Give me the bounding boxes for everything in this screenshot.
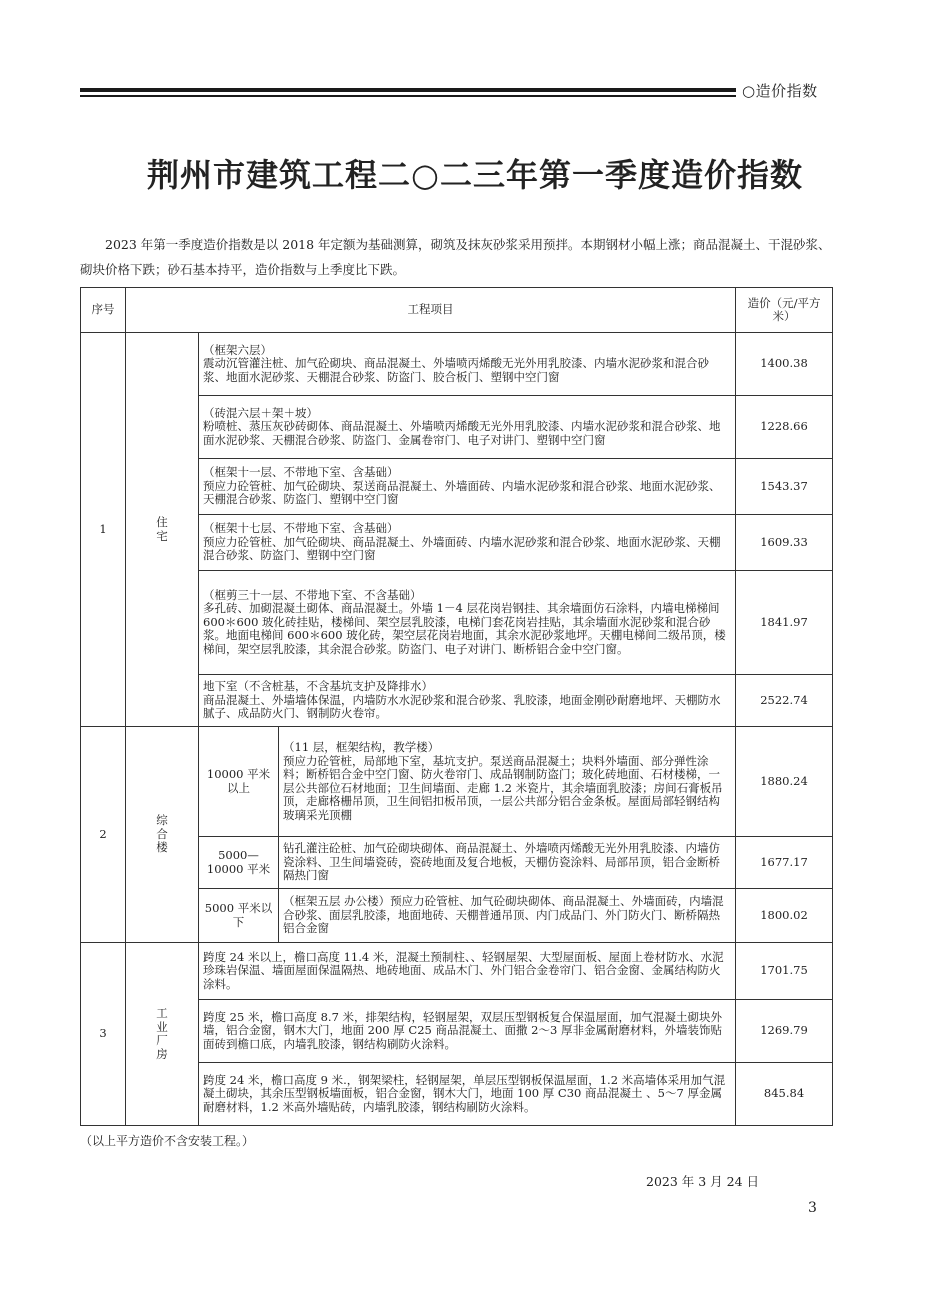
price-value: 1543.37 bbox=[736, 459, 833, 515]
header-project: 工程项目 bbox=[126, 288, 736, 333]
group-category: 工 业 厂 房 bbox=[126, 943, 199, 1126]
issue-date: 2023 年 3 月 24 日 bbox=[646, 1174, 760, 1189]
price-value: 1880.24 bbox=[736, 727, 833, 837]
project-desc: 跨度 24 米，檐口高度 9 米.，钢架梁柱，轻钢屋架，单层压型钢板保温屋面，1.2 米高墙体采用加气混凝土砌块，其余压型钢板墙面板，铝合金窗，钢木大门，地面 100 厚 C30 商品混凝土 、5～7 厚金属耐磨材料，1.2 米高外墙贴砖，内墙乳胶漆，钢结构刷防火涂料。 bbox=[199, 1063, 736, 1126]
price-value: 1701.75 bbox=[736, 943, 833, 1000]
price-value: 1228.66 bbox=[736, 396, 833, 459]
project-desc: （框架十一层、不带地下室、含基础） 预应力砼管桩、加气砼砌块、泵送商品混凝土、外墙面砖、内墙水泥砂浆和混合砂浆、地面水泥砂浆、天棚混合砂浆、防盗门、塑钢中空门窗 bbox=[199, 459, 736, 515]
project-desc: （框剪三十一层、不带地下室、不含基础） 多孔砖、加砌混凝土砌体、商品混凝土。外墙 1－4 层花岗岩钢挂、其余墙面仿石涂料，内墙电梯梯间 600＊600 玻化砖挂贴，楼梯间、架空层乳胶漆，电梯门套花岗岩挂贴，其余墙面水泥砂浆和混合砂浆。地面电梯间 600＊600 玻化砖，架空层花岗岩地面，其余水泥砂浆地坪。天棚电梯间二级吊顶，楼梯间，架空层乳胶漆，其余混合砂浆。防盗门、电子对讲门、断桥铝合金中空门窗。 bbox=[199, 571, 736, 675]
project-desc: （框架五层 办公楼）预应力砼管桩、加气砼砌块砌体、商品混凝土、外墙面砖，内墙混合砂浆、面层乳胶漆，地面地砖、天棚普通吊顶、内门成品门、外门防火门、断桥隔热铝合金窗 bbox=[279, 889, 736, 943]
section-label: ○造价指数 bbox=[742, 82, 818, 100]
price-value: 1841.97 bbox=[736, 571, 833, 675]
table-row bbox=[81, 943, 833, 1000]
project-desc: （框架六层） 震动沉管灌注桩、加气砼砌块、商品混凝土、外墙喷丙烯酸无光外用乳胶漆、内墙水泥砂浆和混合砂浆、地面水泥砂浆、天棚混合砂浆、防盗门、胶合板门、塑钢中空门窗 bbox=[199, 333, 736, 396]
price-value: 845.84 bbox=[736, 1063, 833, 1126]
price-value: 1677.17 bbox=[736, 837, 833, 889]
table-row bbox=[81, 333, 833, 396]
header-price: 造价（元/平方米） bbox=[736, 288, 833, 333]
size-range: 5000 平米以下 bbox=[199, 889, 279, 943]
price-value: 1269.79 bbox=[736, 1000, 833, 1063]
price-value: 1609.33 bbox=[736, 515, 833, 571]
project-desc: 地下室（不含桩基，不含基坑支护及降排水） 商品混凝土、外墙墙体保温，内墙防水水泥砂浆和混合砂浆、乳胶漆，地面金刚砂耐磨地坪、天棚防水腻子、成品防火门、钢制防火卷帘。 bbox=[199, 675, 736, 727]
project-desc: 跨度 25 米，檐口高度 8.7 米，排架结构，轻钢屋架，双层压型钢板复合保温屋面，加气混凝土砌块外墙，铝合金窗，钢木大门，地面 200 厚 C25 商品混凝土、面撒 2～3 厚非金属耐磨材料，外墙装饰贴面砖到檐口底，内墙乳胶漆，钢结构刷防火涂料。 bbox=[199, 1000, 736, 1063]
project-desc: （砖混六层＋架＋坡） 粉喷桩、蒸压灰砂砖砌体、商品混凝土、外墙喷丙烯酸无光外用乳胶漆、内墙水泥砂浆和混合砂浆、地面水泥砂浆、天棚混合砂浆、防盗门、金属卷帘门、电子对讲门、塑钢中空门窗 bbox=[199, 396, 736, 459]
page-title: 荆州市建筑工程二○二三年第一季度造价指数 bbox=[147, 156, 803, 194]
header-rule-thick bbox=[80, 88, 736, 92]
price-value: 1800.02 bbox=[736, 889, 833, 943]
size-range: 10000 平米以上 bbox=[199, 727, 279, 837]
page-number: 3 bbox=[808, 1200, 817, 1216]
project-desc: （11 层，框架结构，教学楼） 预应力砼管桩，局部地下室，基坑支护。泵送商品混凝土；块料外墙面、部分弹性涂料；断桥铝合金中空门窗、防火卷帘门、成品钢制防盗门；玻化砖地面、石材楼梯，一层公共部位石材地面；卫生间墙面、走廊 1.2 米瓷片，其余墙面乳胶漆；房间石膏板吊顶，走廊格栅吊顶，卫生间铝扣板吊顶，一层公共部分铝合金条板。屋面局部轻钢结构玻璃采光顶棚 bbox=[279, 727, 736, 837]
price-value: 1400.38 bbox=[736, 333, 833, 396]
group-category: 住 宅 bbox=[126, 333, 199, 727]
table-row bbox=[81, 727, 833, 837]
intro-paragraph: 2023 年第一季度造价指数是以 2018 年定额为基础测算，砌筑及抹灰砂浆采用预拌。本期钢材小幅上涨；商品混凝土、干混砂浆、砌块价格下跌；砂石基本持平，造价指数与上季度比下跌。 bbox=[80, 237, 831, 277]
price-index-table bbox=[80, 287, 833, 1126]
header-rule-thin bbox=[80, 95, 736, 97]
group-seq: 1 bbox=[81, 333, 126, 727]
project-desc: （框架十七层、不带地下室、含基础） 预应力砼管桩、加气砼砌块、商品混凝土、外墙面砖、内墙水泥砂浆和混合砂浆、地面水泥砂浆、天棚混合砂浆、防盗门、塑钢中空门窗 bbox=[199, 515, 736, 571]
project-desc: 跨度 24 米以上，檐口高度 11.4 米，混凝土预制柱、、轻钢屋架、大型屋面板、屋面上卷材防水、水泥珍珠岩保温、墙面屋面保温隔热、地砖地面、成品木门、外门铝合金卷帘门、铝合金窗、金属结构防火涂料。 bbox=[199, 943, 736, 1000]
table-header-row bbox=[81, 288, 833, 333]
group-seq: 3 bbox=[81, 943, 126, 1126]
size-range: 5000—10000 平米 bbox=[199, 837, 279, 889]
group-category: 综 合 楼 bbox=[126, 727, 199, 943]
group-seq: 2 bbox=[81, 727, 126, 943]
header-seq: 序号 bbox=[81, 288, 126, 333]
footnote: （以上平方造价不含安装工程。） bbox=[80, 1134, 255, 1148]
price-value: 2522.74 bbox=[736, 675, 833, 727]
project-desc: 钻孔灌注砼桩、加气砼砌块砌体、商品混凝土、外墙喷丙烯酸无光外用乳胶漆、内墙仿瓷涂料、卫生间墙瓷砖，瓷砖地面及复合地板，天棚仿瓷涂料、局部吊顶，铝合金断桥隔热门窗 bbox=[279, 837, 736, 889]
